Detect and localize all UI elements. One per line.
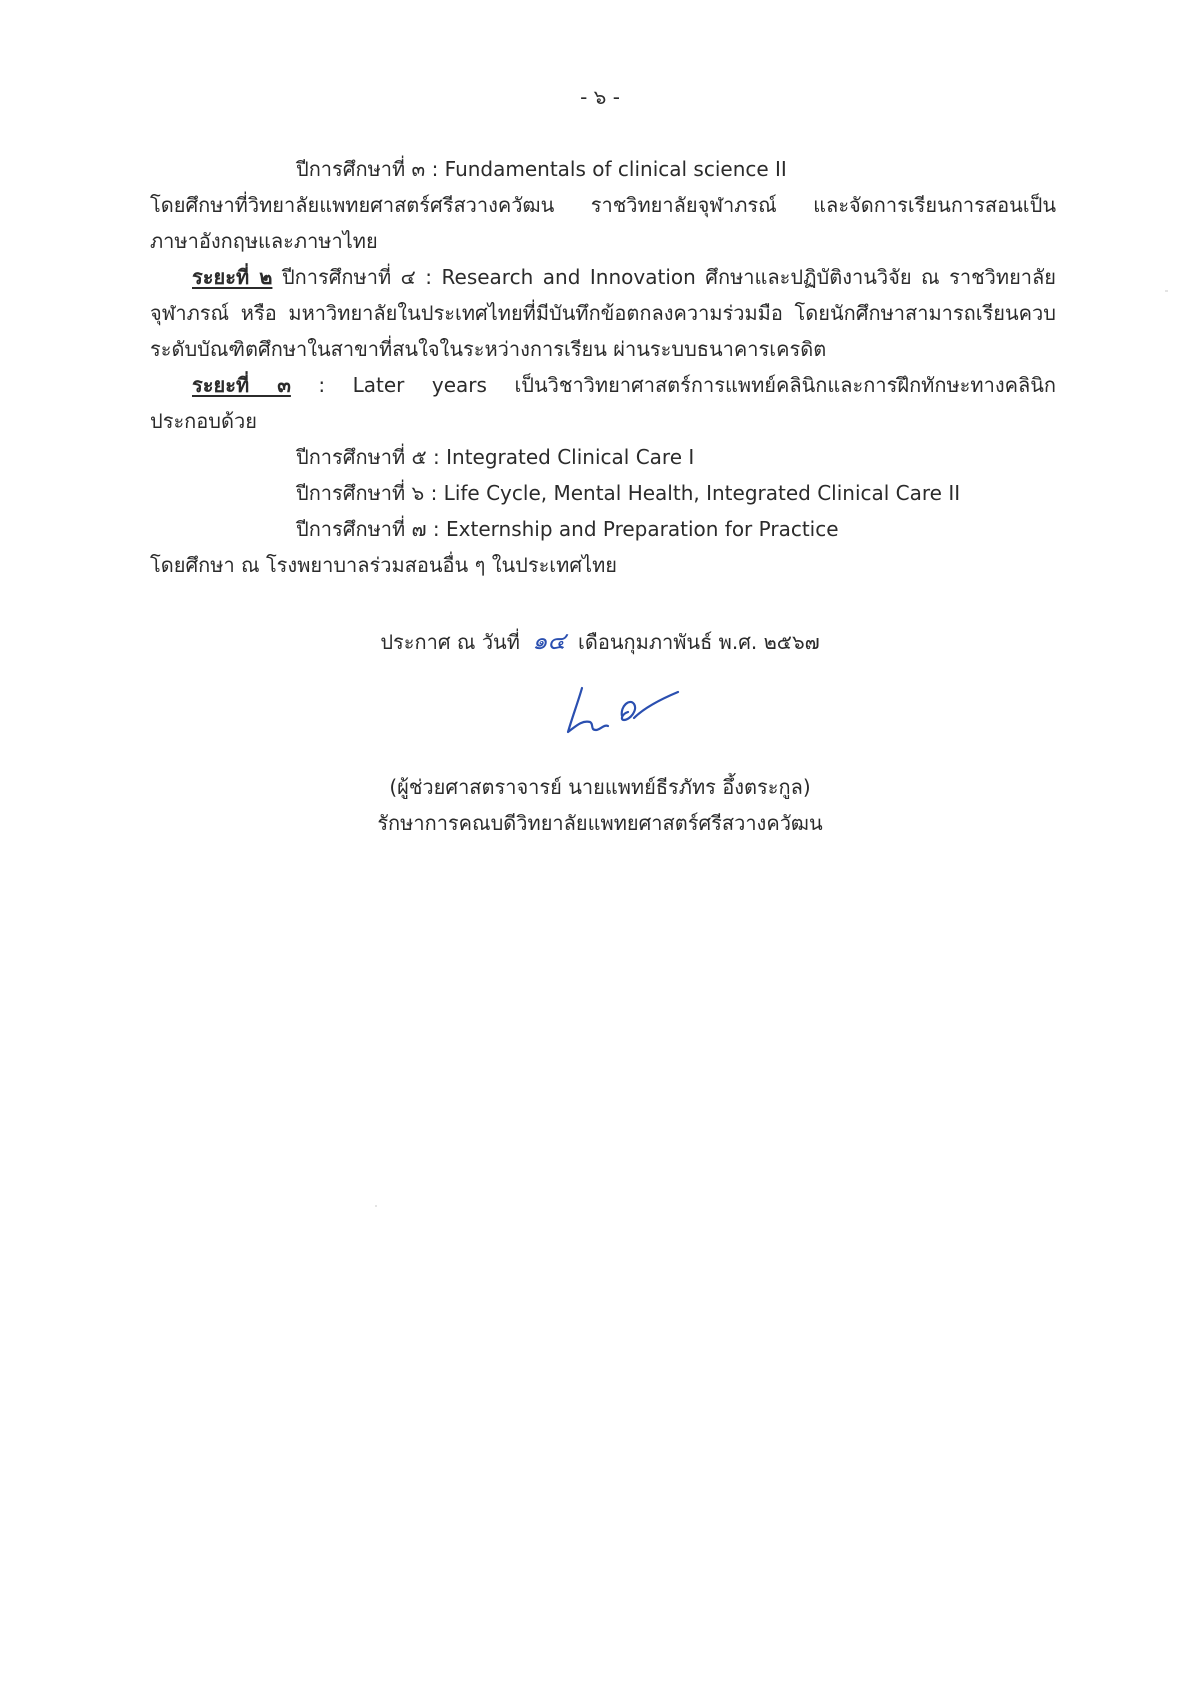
year-5-line: ปีการศึกษาที่ ๕ : Integrated Clinical Care I	[296, 445, 695, 469]
announcement-prefix: ประกาศ ณ วันที่	[380, 630, 520, 654]
year-6-line: ปีการศึกษาที่ ๖ : Life Cycle, Mental Health, Integrated Clinical Care II	[296, 481, 961, 505]
year-7-line: ปีการศึกษาที่ ๗ : Externship and Preparation for Practice	[296, 517, 839, 541]
scan-speck	[375, 1205, 377, 1207]
signer-title: รักษาการคณบดีวิทยาลัยแพทยศาสตร์ศรีสวางควัฒน	[377, 811, 823, 835]
signer-name: (ผู้ช่วยศาสตราจารย์ นายแพทย์ธีรภัทร อึ้งตระกูล)	[389, 775, 811, 799]
handwritten-day: ๑๔	[532, 627, 566, 655]
phase-2-heading: ระยะที่ ๒	[192, 265, 273, 289]
phase-3-heading: ระยะที่ ๓	[192, 373, 291, 397]
phase-3-text: : Later years เป็นวิชาวิทยาศาสตร์การแพทย์คลินิกและการฝึกทักษะทางคลินิก	[290, 373, 1056, 397]
page-number: - ๖ -	[580, 85, 620, 109]
year-3-line: ปีการศึกษาที่ ๓ : Fundamentals of clinical science II	[296, 157, 787, 181]
phase-2-continuation-line: จุฬาภรณ์ หรือ มหาวิทยาลัยในประเทศไทยที่มีบันทึกข้อตกลงความร่วมมือ โดยนักศึกษาสามารถเรียนควบ	[150, 301, 1056, 325]
study-location-line: โดยศึกษาที่วิทยาลัยแพทยศาสตร์ศรีสวางควัฒน ราชวิทยาลัยจุฬาภรณ์ และจัดการเรียนการสอนเป็น	[150, 193, 1056, 217]
phase-2-text: ปีการศึกษาที่ ๔ : Research and Innovation ศึกษาและปฏิบัติงานวิจัย ณ ราชวิทยาลัย	[272, 265, 1057, 289]
scan-speck	[1165, 290, 1168, 292]
credit-bank-line: ระดับบัณฑิตศึกษาในสาขาที่สนใจในระหว่างการเรียน ผ่านระบบธนาคารเครดิต	[150, 337, 827, 361]
phase-3-line	[192, 371, 1056, 399]
announcement-suffix: เดือนกุมภาพันธ์ พ.ศ. ๒๕๖๗	[578, 630, 820, 654]
consists-of-line: ประกอบด้วย	[150, 409, 257, 433]
affiliated-hospitals-line: โดยศึกษา ณ โรงพยาบาลร่วมสอนอื่น ๆ ในประเทศไทย	[150, 553, 617, 577]
phase-2-line	[192, 263, 1056, 291]
language-line: ภาษาอังกฤษและภาษาไทย	[150, 229, 378, 253]
announcement-date	[0, 627, 1200, 656]
signature-icon	[560, 680, 690, 740]
